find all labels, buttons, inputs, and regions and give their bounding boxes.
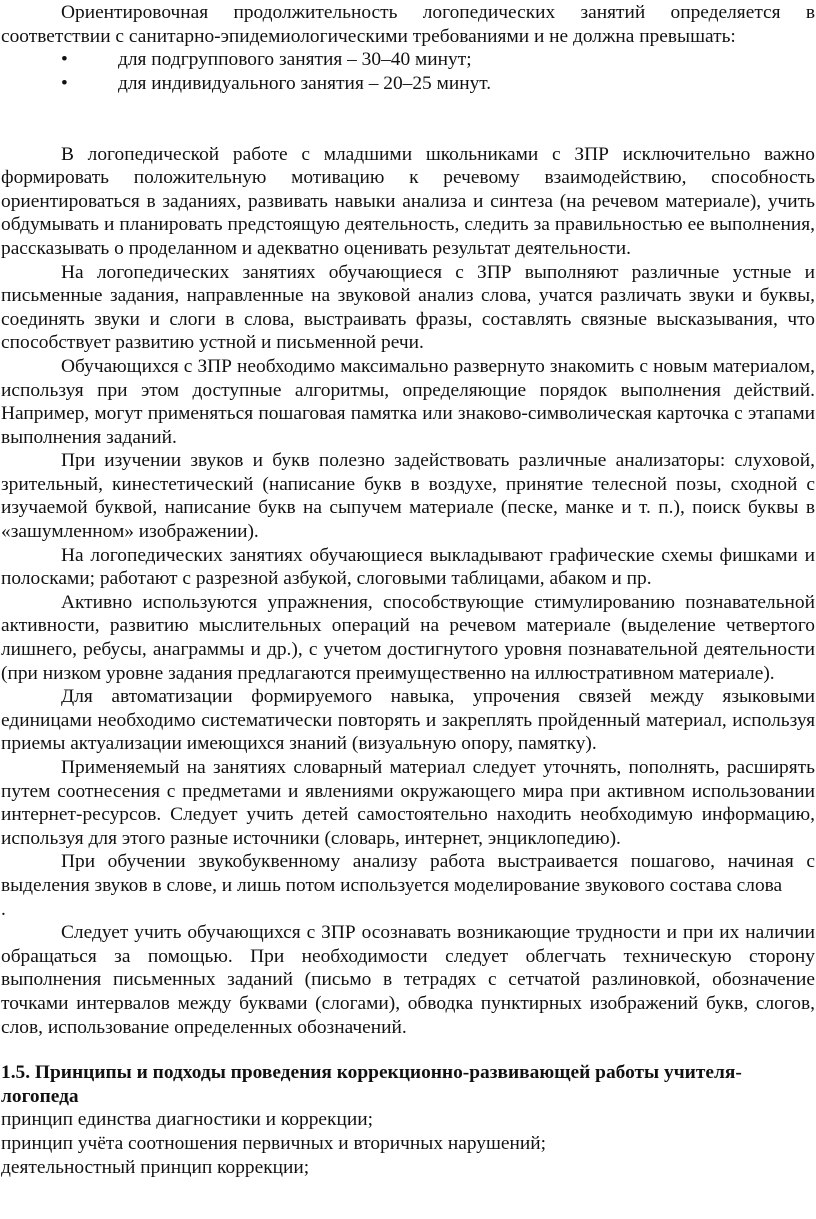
list-item-text: для подгруппового занятия – 30–40 минут; [118, 49, 472, 71]
bullet-icon: • [61, 49, 68, 71]
section-heading: 1.5. Принципы и подходы проведения коррекционно-развивающей работы учителя-логопеда [1, 1062, 742, 1107]
paragraph-analyzers: При изучении звуков и букв полезно задействовать различные анализаторы: слуховой, зрительный, кинестетический (написание букв в воздухе, принятие телесной позы, сходной с изучаемой буквой, написание букв на сыпучем материале (песке, манке и т. п.), поиск буквы в «зашумленном» изображении). [1, 450, 815, 543]
principle-item: принцип единства диагностики и коррекции; [1, 1109, 373, 1131]
bullet-icon: • [61, 72, 68, 94]
principle-item: деятельностный принцип коррекции; [1, 1156, 310, 1178]
paragraph-motivation: В логопедической работе с младшими школьниками с ЗПР исключительно важно формировать положительную мотивацию к речевому взаимодействию, способность ориентироваться в заданиях, развивать навыки анализа и синтеза (на речевом материале), учить обдумывать и планировать предстоящую деятельность, следить за правильностью ее выполнения, рассказывать о проделанном и адекватно оценивать результат деятельности. [1, 143, 815, 259]
paragraph-schemes: На логопедических занятиях обучающиеся выкладывают графические схемы фишками и полосками; работают с разрезной азбукой, слоговыми таблицами, абаком и пр. [1, 544, 815, 590]
paragraph-sound-analysis: При обучении звукобуквенному анализу работа выстраивается пошагово, начиная с выделения звуков в слове, и лишь потом используется моделирование звукового состава слова [1, 851, 815, 896]
list-item-text: для индивидуального занятия – 20–25 минут. [118, 72, 492, 94]
paragraph-automation: Для автоматизации формируемого навыка, упрочения связей между языковыми единицами необходимо систематически повторять и закреплять пройденный материал, используя приемы актуализации имеющихся знаний (визуальную опору, памятку). [1, 686, 815, 755]
intro-paragraph: Ориентировочная продолжительность логопедических занятий определяется в соответствии с санитарно-эпидемиологическими требованиями и не должна превышать: [1, 2, 815, 47]
principle-item: принцип учёта соотношения первичных и вторичных нарушений; [1, 1132, 547, 1154]
paragraph-exercises: Активно используются упражнения, способствующие стимулированию познавательной активности, развитию мыслительных операций на речевом материале (выделение четвертого лишнего, ребусы, анаграммы и др.), с учетом достигнутого уровня познавательной деятельности (при низком уровне задания предлагаются преимущественно на иллюстративном материале). [1, 591, 815, 684]
list-item [1, 72, 815, 96]
blank-line [1, 95, 815, 119]
paragraph-tasks: На логопедических занятиях обучающиеся с ЗПР выполняют различные устные и письменные задания, направленные на звуковой анализ слова, учатся различать звуки и буквы, соединять звуки и слоги в слова, выстраивать фразы, составлять связные высказывания, что способствует развитию устной и письменной речи. [1, 261, 815, 354]
list-item [1, 48, 815, 72]
duration-list [1, 48, 815, 95]
stray-dot: . [1, 898, 6, 920]
blank-line [1, 1039, 815, 1061]
paragraph-algorithms: Обучающихся с ЗПР необходимо максимально развернуто знакомить с новым материалом, используя при этом доступные алгоритмы, определяющие порядок выполнения действий. Например, могут применяться пошаговая памятка или знаково-символическая карточка с этапами выполнения заданий. [1, 355, 815, 448]
blank-line [1, 119, 815, 143]
paragraph-vocabulary: Применяемый на занятиях словарный материал следует уточнять, пополнять, расширять путем соотнесения с предметами и явлениями окружающего мира при активном использовании интернет-ресурсов. Следует учить детей самостоятельно находить необходимую информацию, используя для этого разные источники (словарь, интернет, энциклопедию). [1, 757, 815, 849]
paragraph-difficulties: Следует учить обучающихся с ЗПР осознавать возникающие трудности и при их наличии обращаться за помощью. При необходимости следует облегчать техническую сторону выполнения письменных заданий (письмо в тетрадях с сетчатой разлиновкой, обозначение точками интервалов между буквами (слогами), обводка пунктирных изображений букв, слогов, слов, использование определенных обозначений. [1, 922, 815, 1038]
